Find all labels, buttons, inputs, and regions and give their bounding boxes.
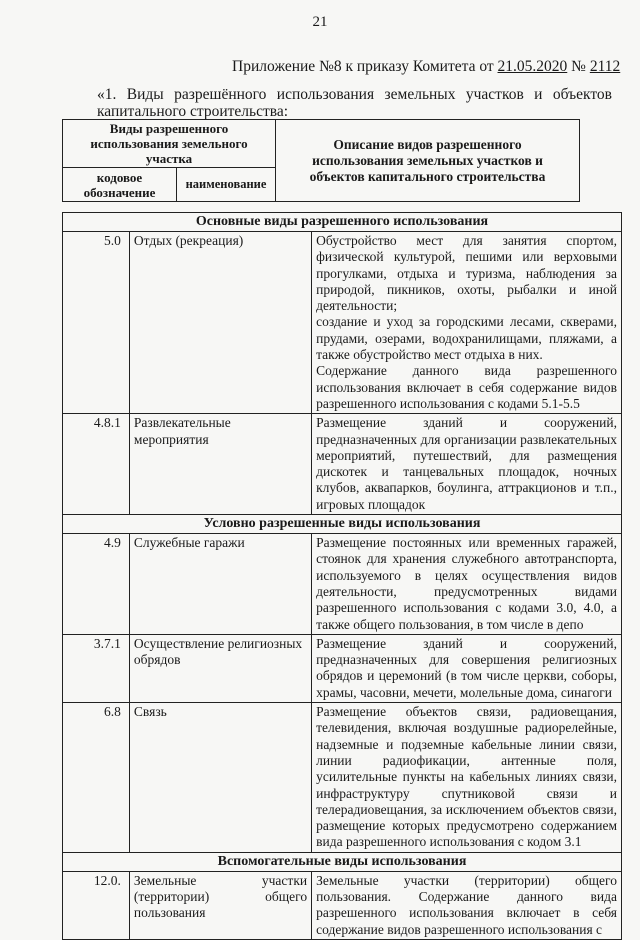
row-description xyxy=(312,232,622,414)
appendix-sep: № xyxy=(567,58,590,75)
row-name: Земельные участки (территории) общего пользования xyxy=(129,871,311,939)
section-conditional-title: Условно разрешенные виды использования xyxy=(63,515,622,534)
row-description: Размещение зданий и сооружений, предназначенных для организации развлекательных мероприятий, путешествий, для размещения дискотек и танцевальных площадок, ночных клубов, аквапарков, боулинга, аттракционов и т.п., игровых площадок xyxy=(312,414,622,515)
appendix-heading xyxy=(232,58,620,76)
table-row xyxy=(63,534,622,635)
header-name-title: наименование xyxy=(177,168,276,202)
section-row-conditional xyxy=(63,515,622,534)
row-description-part: создание и уход за городскими лесами, скверами, прудами, озерами, водохранилищами, пляжами, а также обустройство мест отдыха в них. xyxy=(316,314,617,363)
intro-line-2: капитального строительства: xyxy=(97,103,289,120)
row-name: Осуществление религиозных обрядов xyxy=(129,634,311,702)
row-name: Связь xyxy=(129,703,311,853)
header-table xyxy=(62,119,580,202)
table-row xyxy=(63,414,622,515)
row-description-part: Обустройство мест для занятия спортом, физической культурой, пешими или верховыми прогулками, отдыха и туризма, наблюдения за природой, пикников, охоты, рыбалки и иной деятельности; xyxy=(316,233,617,314)
row-code: 5.0 xyxy=(63,232,130,414)
row-code: 4.9 xyxy=(63,534,130,635)
appendix-number: 2112 xyxy=(589,58,621,75)
row-code: 6.8 xyxy=(63,703,130,853)
row-description: Земельные участки (территории) общего пользования. Содержание данного вида разрешенного использования включает в себя содержание видов разрешенного использования с xyxy=(312,871,622,939)
header-types-title: Виды разрешенного использования земельного участка xyxy=(63,120,276,168)
row-description-part: Содержание данного вида разрешенного использования включает в себя содержание видов разрешенного использования с кодами 5.1-5.5 xyxy=(316,363,617,411)
section-main-title: Основные виды разрешенного использования xyxy=(63,213,622,232)
row-description: Размещение объектов связи, радиовещания, телевидения, включая воздушные радиорелейные, надземные и подземные кабельные линии связи, линии радиофикации, антенные поля, усилительные пункты на кабельных линиях связи, инфраструктуру спутниковой связи и телерадиовещания, за исключением объектов связи, размещение которых предусмотрено содержанием вида разрешенного использования с кодом 3.1 xyxy=(312,703,622,853)
appendix-prefix: Приложение №8 к приказу Комитета от xyxy=(232,58,498,75)
usage-table xyxy=(62,212,622,940)
section-row-auxiliary xyxy=(63,852,622,871)
section-row-main xyxy=(63,213,622,232)
row-code: 4.8.1 xyxy=(63,414,130,515)
row-description: Размещение постоянных или временных гаражей, стоянок для хранения служебного автотранспорта, используемого в целях осуществления видов деятельности, предусмотренных видами разрешенного использования с кодами 3.0, 4.0, а также общего пользования, в том числе в депо xyxy=(312,534,622,635)
row-code: 3.7.1 xyxy=(63,634,130,702)
row-name: Развлекательные мероприятия xyxy=(129,414,311,515)
header-code-title: кодовое обозначение xyxy=(63,168,177,202)
appendix-date: 21.05.2020 xyxy=(497,58,568,75)
table-row xyxy=(63,871,622,939)
row-name: Отдых (рекреация) xyxy=(129,232,311,414)
header-desc-title: Описание видов разрешенного использования земельных участков и объектов капитального строительства xyxy=(276,120,580,202)
row-description: Размещение зданий и сооружений, предназначенных для совершения религиозных обрядов и церемоний (в том числе церкви, соборы, храмы, часовни, мечети, молельные дома, синагоги xyxy=(312,634,622,702)
intro-line-1: «1. Виды разрешённого использования земельных участков и объектов xyxy=(97,86,612,103)
table-row xyxy=(63,232,622,414)
row-code: 12.0. xyxy=(63,871,130,939)
intro-paragraph xyxy=(97,86,612,120)
table-row xyxy=(63,703,622,853)
page-number: 21 xyxy=(312,14,328,30)
row-name: Служебные гаражи xyxy=(129,534,311,635)
section-auxiliary-title: Вспомогательные виды использования xyxy=(63,852,622,871)
table-row xyxy=(63,634,622,702)
